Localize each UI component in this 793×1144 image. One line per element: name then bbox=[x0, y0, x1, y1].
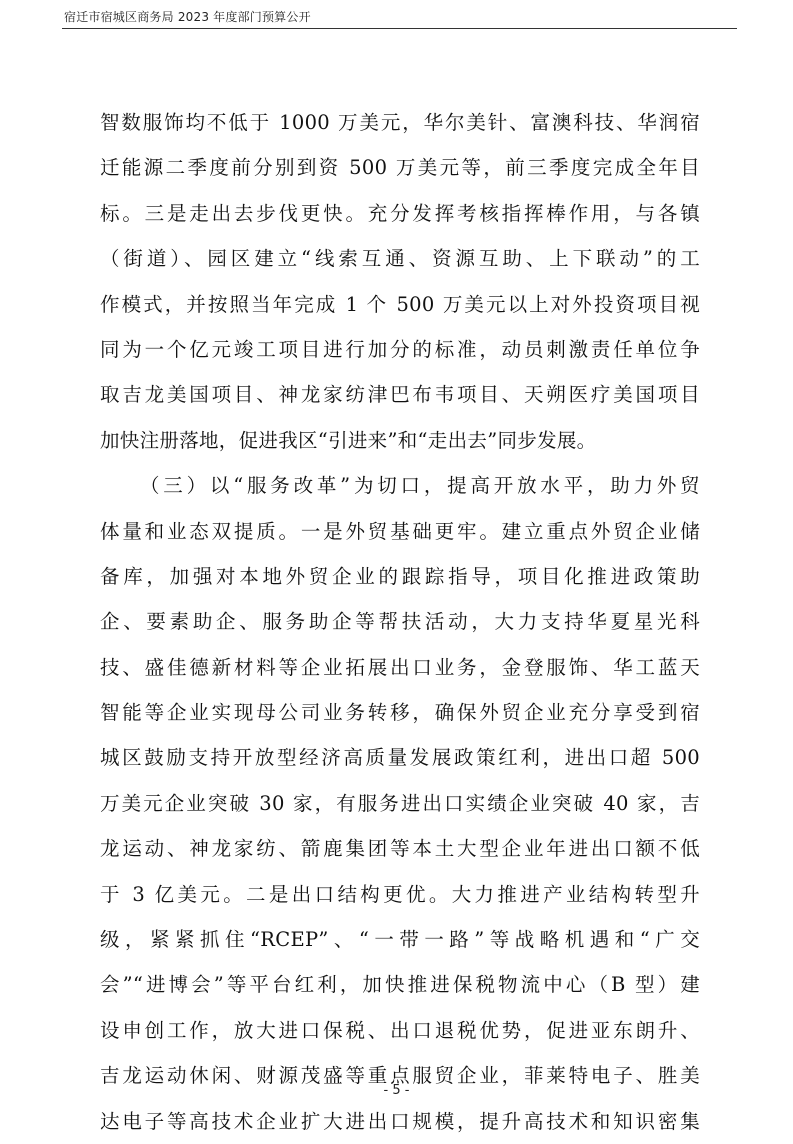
paragraph-line: 体量和业态双提质。一是外贸基础更牢。建立重点外贸企业储 bbox=[100, 519, 700, 543]
document-body bbox=[100, 100, 700, 1144]
paragraph-line: 达电子等高技术企业扩大进出口规模，提升高技术和知识密集 bbox=[100, 1109, 700, 1133]
paragraph-line: 智数服饰均不低于 1000 万美元，华尔美针、富澳科技、华润宿 bbox=[100, 111, 700, 134]
document-header: 宿迁市宿城区商务局 2023 年度部门预算公开 bbox=[64, 10, 311, 24]
paragraph-line: 技、盛佳德新材料等企业拓展出口业务，金登服饰、华工蓝天 bbox=[100, 655, 700, 679]
paragraph-line: （街道）、园区建立“线索互通、资源互助、上下联动”的工 bbox=[100, 247, 700, 271]
paragraph-line: 级，紧紧抓住“RCEP”、“一带一路”等战略机遇和“广交 bbox=[100, 928, 700, 952]
paragraph-line: 吉龙运动休闲、财源茂盛等重点服贸企业，菲莱特电子、胜美 bbox=[100, 1064, 700, 1088]
paragraph-line: 企、要素助企、服务助企等帮扶活动，大力支持华夏星光科 bbox=[100, 610, 700, 634]
paragraph-line: 龙运动、神龙家纺、箭鹿集团等本土大型企业年进出口额不低 bbox=[100, 837, 700, 861]
paragraph-line: 智能等企业实现母公司业务转移，确保外贸企业充分享受到宿 bbox=[100, 701, 700, 725]
paragraph-line: 于 3 亿美元。二是出口结构更优。大力推进产业结构转型升 bbox=[100, 882, 700, 906]
paragraph-line: 标。三是走出去步伐更快。充分发挥考核指挥棒作用，与各镇 bbox=[100, 201, 700, 225]
section-heading-line: （三）以“服务改革”为切口，提高开放水平，助力外贸 bbox=[140, 474, 700, 498]
paragraph-line: 迁能源二季度前分别到资 500 万美元等，前三季度完成全年目 bbox=[100, 156, 700, 180]
paragraph-line: 取吉龙美国项目、神龙家纺津巴布韦项目、天朔医疗美国项目 bbox=[100, 383, 700, 407]
page-number: - 5 - bbox=[383, 1083, 410, 1098]
header-divider bbox=[62, 28, 737, 29]
paragraph-line: 设申创工作，放大进口保税、出口退税优势，促进亚东朗升、 bbox=[100, 1018, 700, 1042]
paragraph-line: 备库，加强对本地外贸企业的跟踪指导，项目化推进政策助 bbox=[100, 564, 700, 588]
paragraph-line: 作模式，并按照当年完成 1 个 500 万美元以上对外投资项目视 bbox=[100, 292, 700, 316]
paragraph-line: 同为一个亿元竣工项目进行加分的标准，动员刺激责任单位争 bbox=[100, 337, 700, 361]
paragraph-line: 城区鼓励支持开放型经济高质量发展政策红利，进出口超 500 bbox=[100, 746, 700, 770]
paragraph-line: 会”“进博会”等平台红利，加快推进保税物流中心（B 型）建 bbox=[100, 973, 700, 997]
paragraph-line: 万美元企业突破 30 家，有服务进出口实绩企业突破 40 家，吉 bbox=[100, 791, 700, 815]
paragraph-line: 加快注册落地，促进我区“引进来”和“走出去”同步发展。 bbox=[100, 428, 597, 452]
